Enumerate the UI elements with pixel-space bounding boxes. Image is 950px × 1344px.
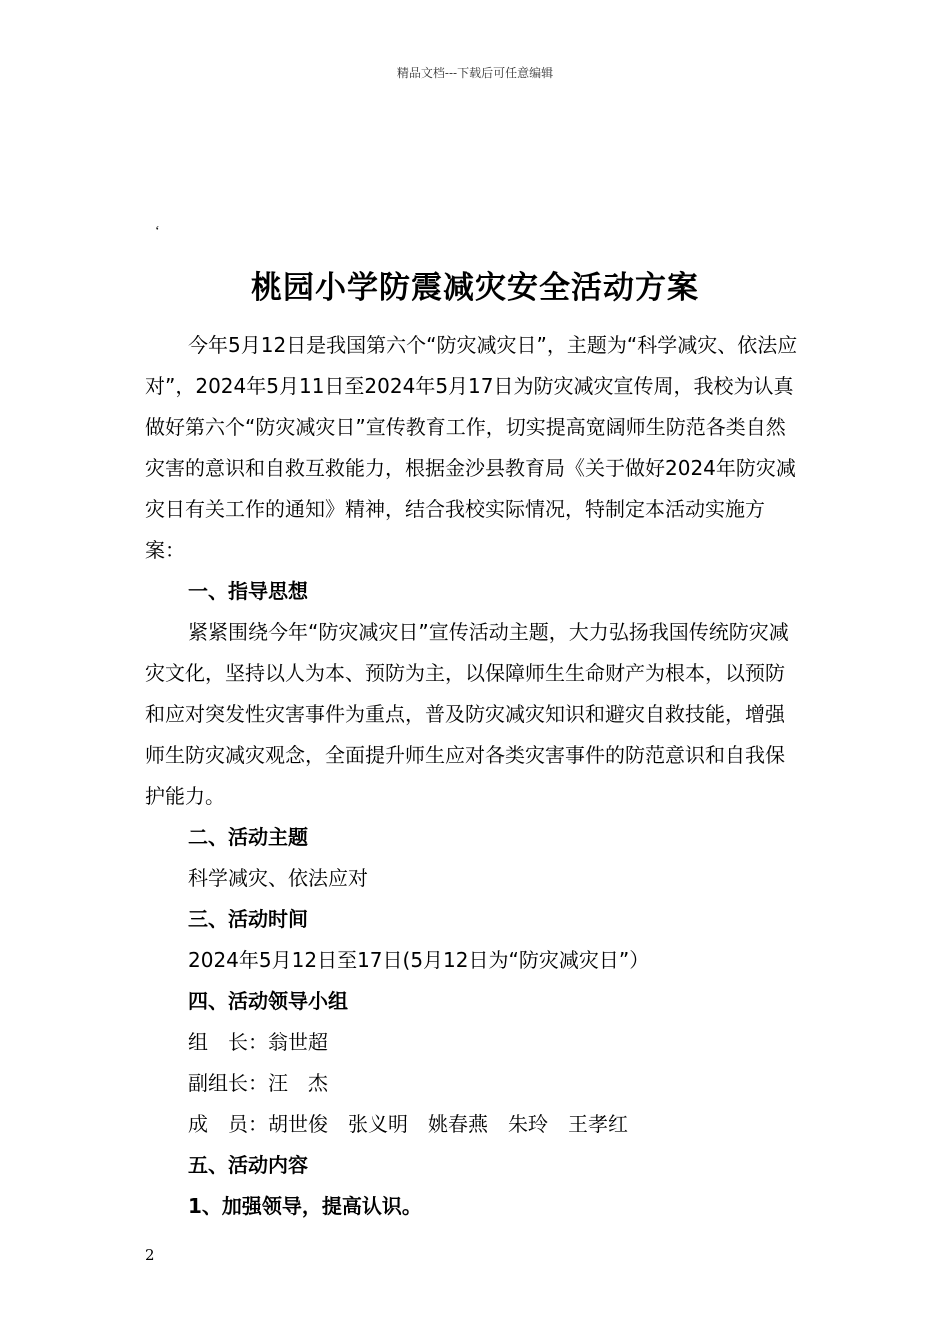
section-heading-time: 三、活动时间 xyxy=(188,907,308,931)
time-text: 2024年5月12日至17日(5月12日为“防灾减灾日”） xyxy=(188,948,650,972)
leader-line: 组 长：翁世超 xyxy=(188,1030,328,1054)
content-item-1: 1、加强领导，提高认识。 xyxy=(188,1194,422,1218)
guiding-thought-paragraph: 紧紧围绕今年“防灾减灾日”宣传活动主题，大力弘扬我国传统防灾减灾文化，坚持以人为本、预防为主，以保障师生生命财产为根本，以预防和应对突发性灾害事件为重点，普及防灾减灾知识和避灾自救技能，增强师生防灾减灾观念，全面提升师生应对各类灾害事件的防范意识和自我保护能力。 xyxy=(145,620,789,808)
section-heading-content: 五、活动内容 xyxy=(188,1153,308,1177)
intro-paragraph: 今年5月12日是我国第六个“防灾减灾日”，主题为“科学减灾、依法应对”，2024年5月11日至2024年5月17日为防灾减灾宣传周，我校为认真做好第六个“防灾减灾日”宣传教育工作，切实提高宽阔师生防范各类自然灾害的意识和自救互救能力，根据金沙县教育局《关于做好2024年防灾减灾日有关工作的通知》精神，结合我校实际情况，特制定本活动实施方案： xyxy=(145,333,798,562)
page-header: 精品文档---下载后可任意编辑 xyxy=(396,66,554,80)
page-number: 2 xyxy=(145,1246,155,1264)
deputy-line: 副组长：汪 杰 xyxy=(188,1071,328,1095)
section-heading-theme: 二、活动主题 xyxy=(188,825,308,849)
stray-mark: ‘ xyxy=(155,224,160,239)
section-heading-leadership: 四、活动领导小组 xyxy=(188,989,348,1013)
document-body xyxy=(145,325,800,1227)
section-heading-guiding-thought: 一、指导思想 xyxy=(188,579,308,603)
theme-text: 科学减灾、依法应对 xyxy=(188,866,368,890)
document-title: 桃园小学防震减灾安全活动方案 xyxy=(251,270,699,306)
members-line: 成 员：胡世俊 张义明 姚春燕 朱玲 王孝红 xyxy=(188,1112,628,1136)
